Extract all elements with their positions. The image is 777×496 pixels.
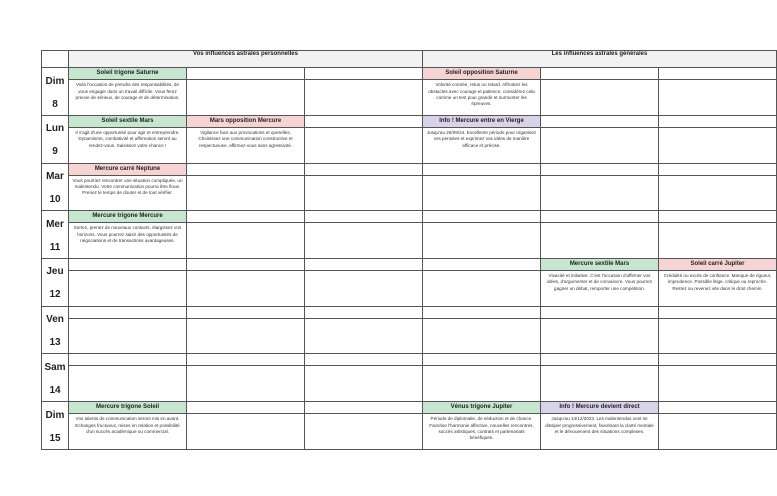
day-label bbox=[42, 68, 69, 116]
aspect-title: Mercure trigone Mercure bbox=[69, 211, 186, 223]
entry-cell bbox=[659, 259, 777, 307]
day-name: Jeu bbox=[46, 266, 64, 278]
general-influences-header: Les influences astrales générales bbox=[423, 51, 777, 68]
empty-cell bbox=[541, 163, 659, 211]
astro-calendar-table bbox=[41, 50, 777, 450]
day-label bbox=[42, 259, 69, 307]
aspect-text: Voilà l'occasion de prendre des responsabilités, de vous engager dans un travail difficile. Vous ferez preuve de sérieux, de courage et de détermination. bbox=[75, 82, 180, 101]
day-number: 11 bbox=[49, 241, 61, 253]
empty-cell bbox=[187, 402, 305, 450]
aspect-title: Info ! Mercure entre en Vierge bbox=[423, 116, 540, 128]
aspect-text: Volonté contrée, retus ou retard. Affrontez les obstacles avec courage et patience, considérez cela comme un test pour grandir et surmonter les épreuves. bbox=[428, 82, 535, 107]
aspect-text: Vous pourriez rencontrer une situation compliquée, un malentendu. Votre communication pourra être floue. Prenez le temps de douter et de tout vérifier. bbox=[72, 177, 183, 196]
aspect-title: Soleil sextile Mars bbox=[69, 116, 186, 128]
aspect-title: Vénus trigone Jupiter bbox=[423, 402, 540, 414]
empty-cell bbox=[423, 211, 541, 259]
empty-cell bbox=[305, 163, 423, 211]
header-row bbox=[42, 51, 777, 68]
entry-cell bbox=[69, 115, 187, 163]
entry-cell bbox=[423, 115, 541, 163]
entry-cell bbox=[69, 402, 187, 450]
day-row bbox=[42, 402, 777, 450]
empty-cell bbox=[69, 259, 187, 307]
day-name: Dim bbox=[45, 409, 65, 421]
day-row bbox=[42, 163, 777, 211]
aspect-title: Mars opposition Mercure bbox=[187, 116, 304, 128]
day-row bbox=[42, 306, 777, 354]
aspect-text: Sortez, prenez de nouveaux contacts, élargissez vos horizons. Vous pourrez saisir des opportunités de négociations et de transactions avantageuses. bbox=[73, 225, 182, 244]
empty-cell bbox=[305, 354, 423, 402]
empty-cell bbox=[659, 115, 777, 163]
entry-cell bbox=[69, 163, 187, 211]
aspect-title: Soleil opposition Saturne bbox=[423, 68, 540, 80]
day-number: 14 bbox=[49, 384, 61, 396]
aspect-title: Soleil carré Jupiter bbox=[659, 259, 776, 271]
entry-cell bbox=[69, 211, 187, 259]
day-label bbox=[42, 402, 69, 450]
day-row bbox=[42, 68, 777, 116]
empty-cell bbox=[305, 211, 423, 259]
day-name: Ven bbox=[46, 314, 64, 326]
entry-cell bbox=[423, 402, 541, 450]
empty-cell bbox=[541, 211, 659, 259]
day-label bbox=[42, 354, 69, 402]
empty-cell bbox=[187, 211, 305, 259]
empty-cell bbox=[541, 354, 659, 402]
empty-cell bbox=[659, 402, 777, 450]
day-row bbox=[42, 115, 777, 163]
aspect-title: Mercure sextile Mars bbox=[541, 259, 658, 271]
day-number: 8 bbox=[52, 98, 58, 110]
empty-cell bbox=[305, 259, 423, 307]
empty-cell bbox=[305, 306, 423, 354]
aspect-text: Jusqu'au 13/12/2023. Les malentendus vont se dissiper progressivement, favorisant la clarté mentale et le dénouement des situations complexes. bbox=[545, 416, 654, 434]
day-name: Lun bbox=[45, 123, 65, 135]
day-number: 12 bbox=[49, 289, 61, 301]
day-label bbox=[42, 211, 69, 259]
empty-cell bbox=[423, 306, 541, 354]
empty-cell bbox=[69, 354, 187, 402]
day-row bbox=[42, 259, 777, 307]
aspect-text: Jusqu'au 26/09/24. Excellente période pour organisez vos pensées et exprimez vos idées de manière efficace et précise. bbox=[426, 129, 537, 148]
empty-cell bbox=[659, 68, 777, 116]
personal-influences-header: Vos influences astrales personnelles bbox=[69, 51, 423, 68]
empty-cell bbox=[305, 402, 423, 450]
day-number: 9 bbox=[52, 146, 58, 158]
aspect-text: Période de diplomatie, de séduction et de chance. Favorise l'harmonie affective, nouvelles rencontres, succès artistiques, contrats et partenariats bénéfiques. bbox=[429, 416, 534, 441]
empty-cell bbox=[423, 163, 541, 211]
empty-cell bbox=[187, 68, 305, 116]
empty-cell bbox=[659, 163, 777, 211]
empty-cell bbox=[423, 259, 541, 307]
entry-cell bbox=[187, 115, 305, 163]
empty-cell bbox=[305, 68, 423, 116]
corner-cell bbox=[42, 51, 69, 68]
empty-cell bbox=[541, 306, 659, 354]
day-row bbox=[42, 354, 777, 402]
aspect-title: Mercure trigone Soleil bbox=[69, 402, 186, 414]
aspect-text: Vos talents de communication seront mis en avant. Echanges fructueux, mises en relation et possibilité d'un succès académique ou commercial. bbox=[75, 416, 180, 434]
day-number: 15 bbox=[49, 432, 61, 444]
day-name: Dim bbox=[45, 75, 65, 87]
entry-cell bbox=[69, 68, 187, 116]
day-name: Mer bbox=[46, 218, 64, 230]
day-label bbox=[42, 306, 69, 354]
empty-cell bbox=[187, 163, 305, 211]
empty-cell bbox=[659, 354, 777, 402]
empty-cell bbox=[305, 115, 423, 163]
empty-cell bbox=[187, 259, 305, 307]
empty-cell bbox=[69, 306, 187, 354]
empty-cell bbox=[187, 354, 305, 402]
empty-cell bbox=[659, 306, 777, 354]
day-number: 10 bbox=[49, 194, 61, 205]
empty-cell bbox=[541, 68, 659, 116]
empty-cell bbox=[541, 115, 659, 163]
aspect-title: Info ! Mercure devient direct bbox=[541, 402, 658, 414]
empty-cell bbox=[423, 354, 541, 402]
empty-cell bbox=[659, 211, 777, 259]
day-label bbox=[42, 163, 69, 211]
empty-cell bbox=[187, 306, 305, 354]
aspect-text: Crédulité ou excès de confiance. Manque de rigueur, imprudence. Possible litige, critique ou reproche. Restez ou revenez vite dans le droit chemin. bbox=[663, 273, 772, 291]
aspect-text: Il s'agit d'une opportunité pour agir et entreprendre. Dynamisme, combativité et affirmation seront au rendez-vous. Saisissez votre chance ! bbox=[75, 129, 180, 148]
entry-cell bbox=[423, 68, 541, 116]
day-label bbox=[42, 115, 69, 163]
day-number: 13 bbox=[49, 337, 61, 349]
aspect-title: Mercure carré Neptune bbox=[69, 164, 186, 176]
entry-cell bbox=[541, 402, 659, 450]
aspect-text: Vivacité et initiative. C'est l'occasion d'affirmer vos idées, d'argumenter et de convaincre. Vous pourrez gagner un débat, remporter une compétition. bbox=[546, 273, 653, 291]
day-name: Mar bbox=[46, 171, 64, 182]
day-row bbox=[42, 211, 777, 259]
entry-cell bbox=[541, 259, 659, 307]
day-name: Sam bbox=[44, 361, 66, 373]
aspect-title: Soleil trigone Saturne bbox=[69, 68, 186, 80]
aspect-text: Vigilance face aux provocations et querelles. Choisissez une communication constructive et respectueuse, affirmez-vous sans agressivité. bbox=[198, 129, 293, 148]
